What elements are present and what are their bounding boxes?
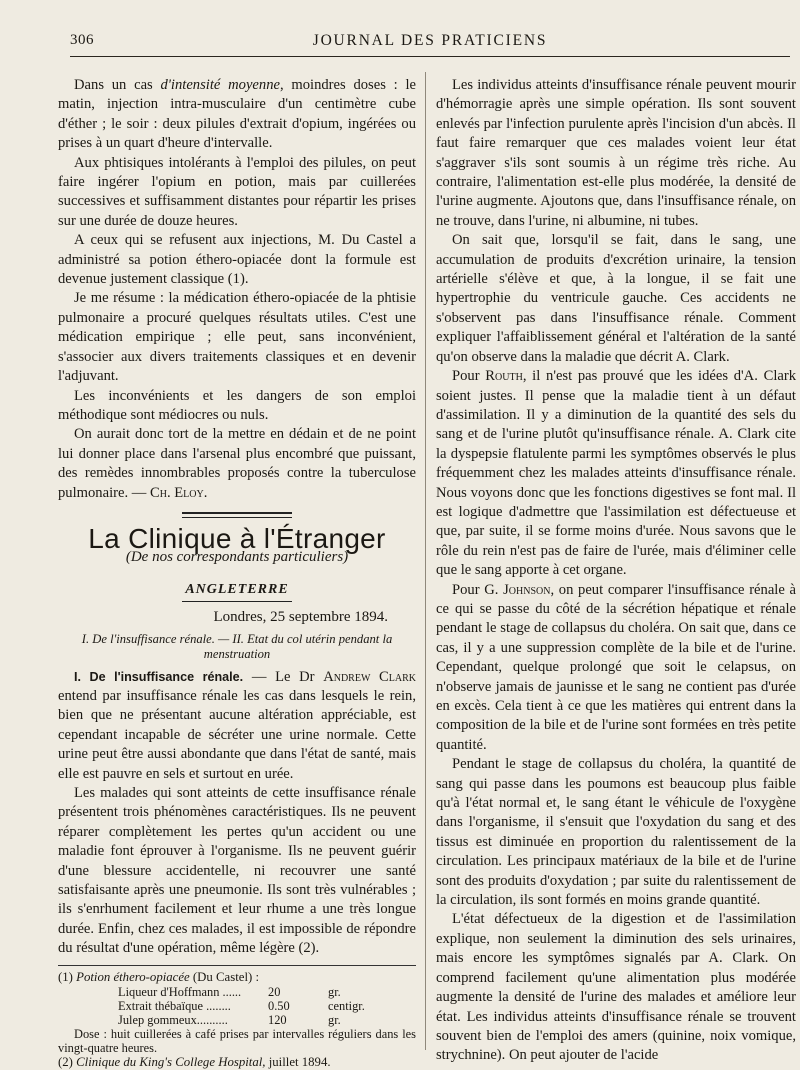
rx-name: Extrait thébaïque ........ — [118, 998, 231, 1013]
section-title: La Clinique à l'Étranger — [88, 522, 386, 554]
page-number: 306 — [70, 32, 94, 48]
column-divider — [425, 72, 426, 1050]
subsection-lead: I. De l'insuffisance rénale. — [74, 669, 244, 684]
rx-unit: gr. — [328, 1012, 341, 1027]
paragraph: Les individus atteints d'insuffisance rénale peuvent mourir d'hémorragie après une simple opération. Ils sont souvent enlevés par l'infection purulente après l'incision d'un abcès. Il faut faire remarquer que ces malades voient leur état s'aggraver s'ils sont soumis à un régime très riche. Au contraire, l'alimentation est-elle plus modérée, la densité de l'urine augmente. Ajoutons que, dans l'insuffisance rénale, on ne trouve, dans l'urine, ni albumine, ni tubes. — [436, 77, 796, 229]
footnote-dose: Dose : huit cuillerées à café prises par intervalles réguliers dans les vingt-quatre heures. — [58, 1026, 416, 1055]
rx-name: Julep gommeux.......... — [118, 1012, 228, 1027]
paragraph: On sait que, lorsqu'il se fait, dans le sang, une accumulation de produits d'excrétion urinaire, la tension artérielle s'élève et que, à la longue, il se fait une hypertrophie du ventricule gauche. Ces accidents ne s'observent pas dans l'insuffisance rénale. Comment expliquer l'affaiblissement général et l'altération de la santé qu'on observe dans la maladie que décrit A. Clark. — [436, 232, 796, 365]
country-heading: ANGLETERRE — [185, 581, 289, 597]
dateline: Londres, 25 septembre 1894. — [213, 609, 388, 626]
footnote-1: (1) Potion éthero-opiacée (Du Castel) : — [58, 969, 260, 984]
paragraph: On aurait donc tort de la mettre en dédain et de ne point lui donner place dans l'arsenal plus encombré que puissant, des remèdes innombrables proposés contre la tuberculose pulmonaire. — Ch. Eloy. — [58, 426, 416, 501]
rx-unit: centigr. — [328, 998, 365, 1013]
section-subtitle: (De nos correspondants particuliers) — [125, 549, 349, 566]
paragraph: Dans un cas d'intensité moyenne, moindres doses : le matin, injection intra-musculaire d'un centimètre cube d'éther ; le soir : deux pilules d'extrait d'opium, ingérées ou prises à un quart d'heure d'intervalle. — [58, 77, 416, 152]
footnote-2: (2) Clinique du King's College Hospital, juillet 1894. — [58, 1054, 331, 1069]
left-column — [58, 76, 416, 1070]
article-contents: I. De l'insuffisance rénale. — II. Etat du col utérin pendant la menstruation — [81, 631, 393, 661]
page-header — [70, 30, 790, 57]
paragraph: A ceux qui se refusent aux injections, M. Du Castel a administré sa potion éthero-opiacée dont la formule est devenue justement classique (1). — [58, 232, 416, 288]
footnote-rule — [58, 965, 416, 966]
paragraph: I. De l'insuffisance rénale. — Le Dr Andrew Clark entend par insuffisance rénale les cas dans lesquels le rein, bien que ne présentant aucune altération appréciable, est cependant incapable de sécréter une urine normale. Cette urine peut être aussi abondante que dans l'état de santé, mais elle est pauvre en sels et surtout en urée. — [58, 668, 416, 782]
paragraph: Aux phtisiques intolérants à l'emploi des pilules, on peut faire ingérer l'opium en potion, mais par cuillerées successives et suffisamment distantes pour répartir les prises sur une durée de douze heures. — [58, 154, 416, 229]
author-signature: Ch. Eloy. — [150, 484, 208, 501]
paragraph: Pendant le stage de collapsus du choléra, la quantité de sang qui passe dans les poumons est beaucoup plus faible qu'à l'état normal et, le sang étant le véhicule de l'oxygène dans l'organisme, il s'ensuit que l'oxydation du sang et des tissus est diminuée en proportion du ralentissement de la circulation. Les principaux matériaux de la bile et de l'urine sont des produits d'oxydation ; par suite du ralentissement de la circulation, ils sont formés en moins grande quantité. — [436, 756, 796, 909]
paragraph: L'état défectueux de la digestion et de l'assimilation explique, non seulement la diminution des sels urinaires, mais encore les symptômes signalés par A. Clark. On comprend facilement qu'une alimentation plus modérée augmente la densité de l'urine des malades et améliore leur état. Les individus atteints d'insuffisance rénale se trouvent souvent bien de l'emploi des amers (quinine, noix vomique, strychnine). On peut ajouter de l'acide — [436, 911, 796, 1064]
section-separator — [182, 511, 292, 519]
prescription-table — [118, 985, 416, 1027]
paragraph: Les malades qui sont atteints de cette insuffisance rénale présentent trois phénomènes caractéristiques. Ils ne peuvent réparer complètement les pertes qu'un accident ou une maladie font éprouver à l'organisme. Ils ne peuvent guérir d'une blessure accidentelle, ni recouvrer une santé satisfaisante après une pneumonie. Ils sont très vulnérables ; ils s'enrhument facilement et leur rhume a une très longue durée. Enfin, chez ces malades, il est impossible de répondre du résultat d'une opération, même légère (2). — [58, 785, 416, 957]
paragraph: Pour G. Johnson, on peut comparer l'insuffisance rénale à ce qui se passe du côté de la sécrétion hépatique et rénale pendant le stage de collapsus du choléra. On sait que, dans ce cas, il y a une suppression complète de la bile et de l'urine. Cependant, quelque prolongé que soit le celapsus, on n'observe jamais de jaunisse et le sang ne contient pas d'urée en excès. Cela tient à ce que les matières qui entrent dans la composition de la bile et de l'urine sont formées en très petite quantité. — [436, 581, 796, 753]
rx-name: Liqueur d'Hoffmann ...... — [118, 984, 242, 999]
paragraph: Pour Routh, il n'est pas prouvé que les idées d'A. Clark soient justes. Il pense que la maladie tient à un défaut d'assimilation. Il y a diminution de la quantité des sels du sang et de l'urine plutôt qu'insuffisance rénale. A. Clark cite la dyspepsie flatulente parmi les symptômes observés le plus fréquemment chez les malades atteints d'insuffisance rénale. Nous voyons donc que les fonctions digestives se font mal. Il est logique d'admettre que l'assimilation est défectueuse et que, par suite, il se forme moins d'urée. Nous savons que le rôle du rein n'est pas de faire de l'urée, mais d'éliminer celle que le sang apporte à cet organe. — [436, 368, 797, 579]
right-column — [436, 76, 796, 1066]
rx-qty: 0.50 — [268, 998, 290, 1013]
paragraph: Je me résume : la médication éthero-opiacée de la phtisie pulmonaire a procuré quelques résultats utiles. C'est une médication empirique ; elle peut, sans inconvénient, s'associer aux divers traitements classiques et en devenir l'adjuvant. — [58, 290, 416, 385]
paragraph: Les inconvénients et les dangers de son emploi méthodique sont médiocres ou nuls. — [58, 387, 416, 423]
country-rule — [182, 601, 292, 602]
rx-qty: 120 — [268, 1012, 287, 1027]
rx-unit: gr. — [328, 984, 341, 999]
rx-qty: 20 — [268, 984, 281, 999]
journal-title: JOURNAL DES PRATICIENS — [312, 32, 548, 49]
